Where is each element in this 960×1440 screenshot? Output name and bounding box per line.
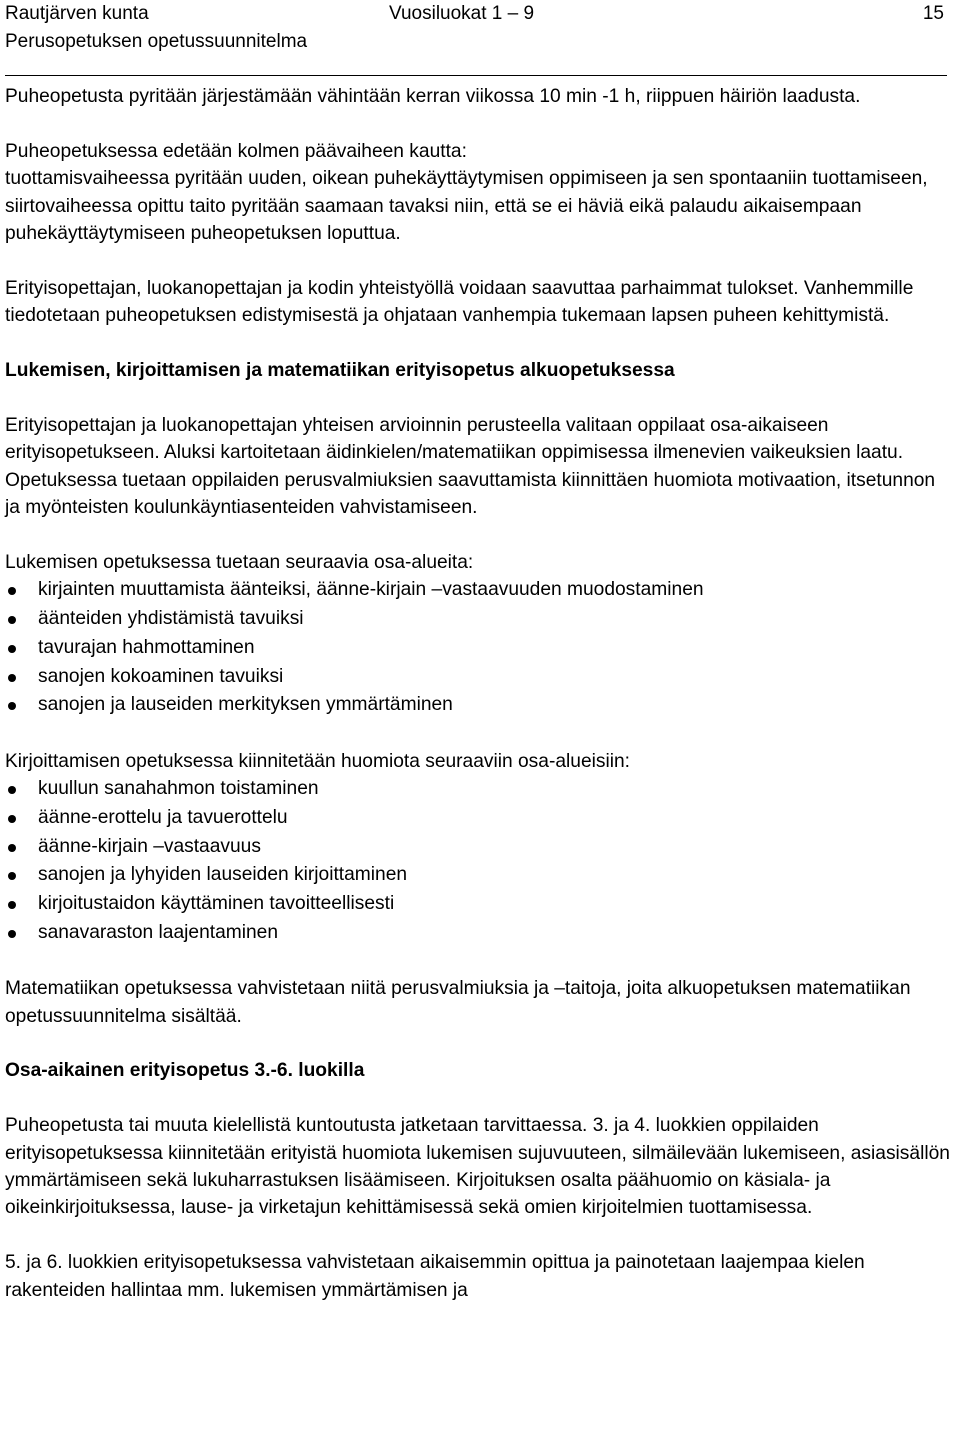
list-item: tavurajan hahmottaminen <box>5 634 950 663</box>
section-heading-primary: Lukemisen, kirjoittamisen ja matematiikan erityisopetus alkuopetuksessa <box>5 360 675 382</box>
spacer <box>5 110 950 137</box>
section-heading-grades-3-6: Osa-aikainen erityisopetus 3.-6. luokilla <box>5 1060 365 1082</box>
writing-intro: Kirjoittamisen opetuksessa kiinnitetään huomiota seuraaviin osa-alueisiin: <box>5 750 630 772</box>
speech-phases-line: Puheopetuksessa edetään kolmen päävaiheen kautta: <box>5 140 467 162</box>
spacer <box>5 247 950 274</box>
grades-5-6-paragraph: 5. ja 6. luokkien erityisopetuksessa vahvistetaan aikaisemmin opittua ja painotetaan laajempaa kielen rakenteiden hallintaa mm. lukemisen ymmärtämisen ja <box>5 1252 865 1301</box>
spacer <box>5 1030 950 1057</box>
spacer <box>5 521 950 548</box>
list-item: äänne-kirjain –vastaavuus <box>5 833 950 862</box>
writing-list <box>5 775 950 948</box>
spacer <box>5 720 950 747</box>
grades-3-4-paragraph: Puheopetusta tai muuta kielellistä kuntoutusta jatketaan tarvittaessa. 3. ja 4. luokkien oppilaiden erityisopetuksessa kiinnitetään erityistä huomiota lukemisen sujuvuuteen, silmäilevään lukemiseen, asiasisällön ymmärtämiseen sekä lukuharrastuksen lisäämiseen. Kirjoituksen osalta päähuomio on käsiala- ja oikeinkirjoituksessa, lause- ja virketajun kehittämisessä sekä omien kirjoitelmien tuottamisessa. <box>5 1115 950 1219</box>
speech-phases-line: siirtovaiheessa opittu taito pyritään saamaan tavaksi niin, että se ei häviä eikä palaudu aikaisempaan puhekäyttäytymiseen puheopetuksen loputtua. <box>5 195 862 245</box>
page-header <box>5 0 950 62</box>
list-item: kirjoitustaidon käyttäminen tavoitteellisesti <box>5 890 950 919</box>
cooperation-paragraph: Erityisopettajan, luokanopettajan ja kodin yhteistyöllä voidaan saavuttaa parhaimmat tulokset. Vanhemmille tiedotetaan puheopetuksen edistymisestä ja ohjataan vanhempia tukemaan lapsen puheen kehittymistä. <box>5 277 914 327</box>
list-item: kuullun sanahahmon toistaminen <box>5 775 950 804</box>
reading-intro: Lukemisen opetuksessa tuetaan seuraavia osa-alueita: <box>5 551 474 573</box>
header-grades: Vuosiluokat 1 – 9 <box>389 3 535 24</box>
list-item: kirjainten muuttamista äänteiksi, äänne-kirjain –vastaavuuden muodostaminen <box>5 576 950 605</box>
speech-intro-paragraph: Puheopetusta pyritään järjestämään vähintään kerran viikossa 10 min -1 h, riippuen häiriön laadusta. <box>5 86 861 107</box>
list-item: sanojen ja lauseiden merkityksen ymmärtäminen <box>5 691 950 720</box>
header-page-number: 15 <box>922 3 944 24</box>
primary-paragraph: Erityisopettajan ja luokanopettajan yhteisen arvioinnin perusteella valitaan oppilaat osa-aikaiseen erityisopetukseen. Aluksi kartoitetaan äidinkielen/matematiikan oppimisessa ilmenevien vaikeuksien laatu. Opetuksessa tuetaan oppilaiden perusvalmiuksien saavuttamista kiinnittäen huomiota motivaation, itsetunnon ja myönteisten koulunkäyntiasenteiden vahvistamiseen. <box>5 414 936 519</box>
list-item: äänne-erottelu ja tavuerottelu <box>5 804 950 833</box>
spacer <box>5 1085 950 1112</box>
header-rule <box>5 75 947 76</box>
document-body <box>5 83 950 1304</box>
speech-phases-line: tuottamisvaiheessa pyritään uuden, oikean puhekäyttäytymisen oppimiseen ja sen spontaaniin tuottamiseen, <box>5 168 928 190</box>
spacer <box>5 948 950 975</box>
spacer <box>5 1222 950 1249</box>
document-page <box>5 0 950 1301</box>
list-item: sanavaraston laajentaminen <box>5 919 950 948</box>
spacer <box>5 384 950 411</box>
list-item: sanojen ja lyhyiden lauseiden kirjoittaminen <box>5 861 950 890</box>
math-paragraph: Matematiikan opetuksessa vahvistetaan niitä perusvalmiuksia ja –taitoja, joita alkuopetuksen matematiikan opetussuunnitelma sisältää. <box>5 978 911 1027</box>
list-item: äänteiden yhdistämistä tavuiksi <box>5 605 950 634</box>
reading-list <box>5 576 950 720</box>
spacer <box>5 330 950 357</box>
header-organization: Rautjärven kunta <box>5 3 149 24</box>
list-item: sanojen kokoaminen tavuiksi <box>5 663 950 692</box>
header-document-title: Perusopetuksen opetussuunnitelma <box>5 31 308 52</box>
